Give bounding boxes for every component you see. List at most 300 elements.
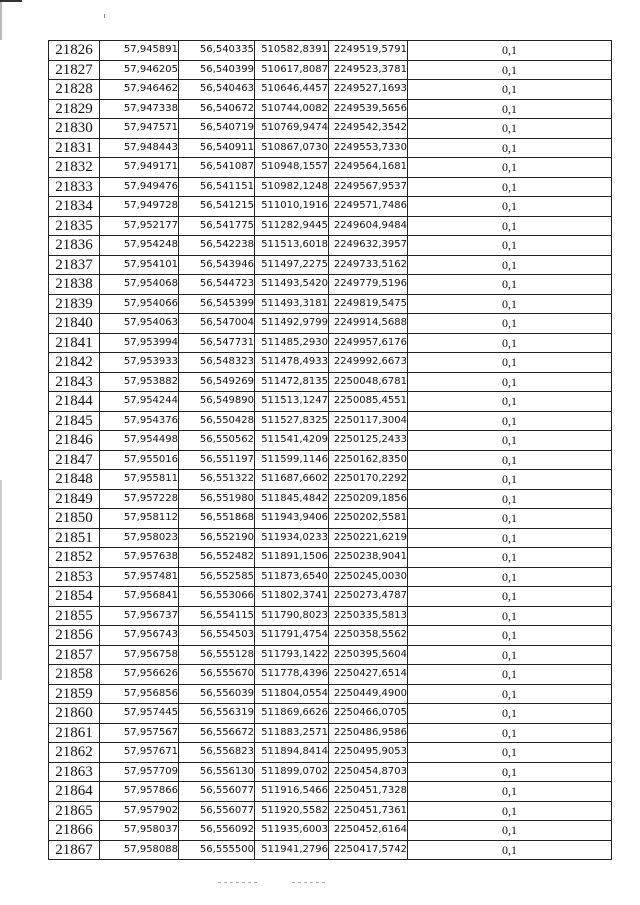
y-coordinate-cell: 2249604,9484 bbox=[329, 216, 408, 236]
point-number-cell: 21827 bbox=[49, 60, 100, 80]
longitude-cell: 56,551980 bbox=[179, 489, 255, 509]
point-number-cell: 21846 bbox=[49, 431, 100, 451]
y-coordinate-cell: 2250209,1856 bbox=[329, 489, 408, 509]
latitude-cell: 57,958088 bbox=[100, 840, 179, 860]
point-number-cell: 21836 bbox=[49, 236, 100, 256]
point-number-cell: 21834 bbox=[49, 197, 100, 217]
x-coordinate-cell: 511891,1506 bbox=[255, 548, 329, 568]
value-cell: 0,1 bbox=[408, 821, 612, 841]
value-cell: 0,1 bbox=[408, 197, 612, 217]
value-cell: 0,1 bbox=[408, 294, 612, 314]
value-cell: 0,1 bbox=[408, 840, 612, 860]
x-coordinate-cell: 511894,8414 bbox=[255, 743, 329, 763]
latitude-cell: 57,949728 bbox=[100, 197, 179, 217]
value-cell: 0,1 bbox=[408, 372, 612, 392]
point-number-cell: 21828 bbox=[49, 80, 100, 100]
point-number-cell: 21829 bbox=[49, 99, 100, 119]
value-cell: 0,1 bbox=[408, 60, 612, 80]
y-coordinate-cell: 2250238,9041 bbox=[329, 548, 408, 568]
point-number-cell: 21852 bbox=[49, 548, 100, 568]
longitude-cell: 56,556077 bbox=[179, 801, 255, 821]
point-number-cell: 21860 bbox=[49, 704, 100, 724]
value-cell: 0,1 bbox=[408, 684, 612, 704]
table-row bbox=[49, 392, 612, 412]
page-edge-mark bbox=[0, 0, 2, 905]
table-row bbox=[49, 80, 612, 100]
x-coordinate-cell: 511804,0554 bbox=[255, 684, 329, 704]
table-row bbox=[49, 99, 612, 119]
point-number-cell: 21866 bbox=[49, 821, 100, 841]
longitude-cell: 56,551322 bbox=[179, 470, 255, 490]
coordinates-table-body bbox=[49, 41, 612, 860]
latitude-cell: 57,957709 bbox=[100, 762, 179, 782]
x-coordinate-cell: 511599,1146 bbox=[255, 450, 329, 470]
x-coordinate-cell: 511493,5420 bbox=[255, 275, 329, 295]
y-coordinate-cell: 2249992,6673 bbox=[329, 353, 408, 373]
point-number-cell: 21847 bbox=[49, 450, 100, 470]
x-coordinate-cell: 511873,6540 bbox=[255, 567, 329, 587]
latitude-cell: 57,953933 bbox=[100, 353, 179, 373]
latitude-cell: 57,957866 bbox=[100, 782, 179, 802]
point-number-cell: 21833 bbox=[49, 177, 100, 197]
latitude-cell: 57,957671 bbox=[100, 743, 179, 763]
point-number-cell: 21830 bbox=[49, 119, 100, 139]
point-number-cell: 21853 bbox=[49, 567, 100, 587]
value-cell: 0,1 bbox=[408, 177, 612, 197]
x-coordinate-cell: 510948,1557 bbox=[255, 158, 329, 178]
latitude-cell: 57,958112 bbox=[100, 509, 179, 529]
y-coordinate-cell: 2249632,3957 bbox=[329, 236, 408, 256]
longitude-cell: 56,556130 bbox=[179, 762, 255, 782]
x-coordinate-cell: 510769,9474 bbox=[255, 119, 329, 139]
value-cell: 0,1 bbox=[408, 255, 612, 275]
value-cell: 0,1 bbox=[408, 119, 612, 139]
longitude-cell: 56,540911 bbox=[179, 138, 255, 158]
latitude-cell: 57,957228 bbox=[100, 489, 179, 509]
table-row bbox=[49, 275, 612, 295]
point-number-cell: 21867 bbox=[49, 840, 100, 860]
table-row bbox=[49, 119, 612, 139]
table-row bbox=[49, 704, 612, 724]
value-cell: 0,1 bbox=[408, 333, 612, 353]
x-coordinate-cell: 511687,6602 bbox=[255, 470, 329, 490]
latitude-cell: 57,956841 bbox=[100, 587, 179, 607]
x-coordinate-cell: 511883,2571 bbox=[255, 723, 329, 743]
x-coordinate-cell: 511497,2275 bbox=[255, 255, 329, 275]
y-coordinate-cell: 2249539,5656 bbox=[329, 99, 408, 119]
value-cell: 0,1 bbox=[408, 528, 612, 548]
longitude-cell: 56,541775 bbox=[179, 216, 255, 236]
table-row bbox=[49, 723, 612, 743]
x-coordinate-cell: 511010,1916 bbox=[255, 197, 329, 217]
latitude-cell: 57,953882 bbox=[100, 372, 179, 392]
latitude-cell: 57,954248 bbox=[100, 236, 179, 256]
table-row bbox=[49, 470, 612, 490]
point-number-cell: 21855 bbox=[49, 606, 100, 626]
value-cell: 0,1 bbox=[408, 606, 612, 626]
longitude-cell: 56,544723 bbox=[179, 275, 255, 295]
table-row bbox=[49, 372, 612, 392]
y-coordinate-cell: 2250449,4900 bbox=[329, 684, 408, 704]
table-row bbox=[49, 587, 612, 607]
point-number-cell: 21857 bbox=[49, 645, 100, 665]
longitude-cell: 56,540399 bbox=[179, 60, 255, 80]
longitude-cell: 56,549269 bbox=[179, 372, 255, 392]
y-coordinate-cell: 2250466,0705 bbox=[329, 704, 408, 724]
value-cell: 0,1 bbox=[408, 743, 612, 763]
x-coordinate-cell: 511492,9799 bbox=[255, 314, 329, 334]
longitude-cell: 56,547004 bbox=[179, 314, 255, 334]
table-row bbox=[49, 684, 612, 704]
value-cell: 0,1 bbox=[408, 216, 612, 236]
value-cell: 0,1 bbox=[408, 470, 612, 490]
latitude-cell: 57,949171 bbox=[100, 158, 179, 178]
table-row bbox=[49, 333, 612, 353]
value-cell: 0,1 bbox=[408, 548, 612, 568]
x-coordinate-cell: 510744,0082 bbox=[255, 99, 329, 119]
latitude-cell: 57,957445 bbox=[100, 704, 179, 724]
table-row bbox=[49, 314, 612, 334]
x-coordinate-cell: 510646,4457 bbox=[255, 80, 329, 100]
point-number-cell: 21849 bbox=[49, 489, 100, 509]
latitude-cell: 57,957638 bbox=[100, 548, 179, 568]
point-number-cell: 21856 bbox=[49, 626, 100, 646]
x-coordinate-cell: 511541,4209 bbox=[255, 431, 329, 451]
longitude-cell: 56,552482 bbox=[179, 548, 255, 568]
latitude-cell: 57,956737 bbox=[100, 606, 179, 626]
table-row bbox=[49, 158, 612, 178]
table-row bbox=[49, 138, 612, 158]
x-coordinate-cell: 511899,0702 bbox=[255, 762, 329, 782]
x-coordinate-cell: 511493,3181 bbox=[255, 294, 329, 314]
point-number-cell: 21832 bbox=[49, 158, 100, 178]
value-cell: 0,1 bbox=[408, 450, 612, 470]
point-number-cell: 21851 bbox=[49, 528, 100, 548]
x-coordinate-cell: 510867,0730 bbox=[255, 138, 329, 158]
point-number-cell: 21835 bbox=[49, 216, 100, 236]
latitude-cell: 57,953994 bbox=[100, 333, 179, 353]
point-number-cell: 21848 bbox=[49, 470, 100, 490]
latitude-cell: 57,945891 bbox=[100, 41, 179, 61]
latitude-cell: 57,954068 bbox=[100, 275, 179, 295]
longitude-cell: 56,545399 bbox=[179, 294, 255, 314]
y-coordinate-cell: 2250452,6164 bbox=[329, 821, 408, 841]
latitude-cell: 57,958037 bbox=[100, 821, 179, 841]
value-cell: 0,1 bbox=[408, 99, 612, 119]
longitude-cell: 56,541151 bbox=[179, 177, 255, 197]
table-row bbox=[49, 353, 612, 373]
latitude-cell: 57,954376 bbox=[100, 411, 179, 431]
table-row bbox=[49, 177, 612, 197]
longitude-cell: 56,550562 bbox=[179, 431, 255, 451]
table-row bbox=[49, 548, 612, 568]
value-cell: 0,1 bbox=[408, 723, 612, 743]
x-coordinate-cell: 510582,8391 bbox=[255, 41, 329, 61]
longitude-cell: 56,540463 bbox=[179, 80, 255, 100]
x-coordinate-cell: 511845,4842 bbox=[255, 489, 329, 509]
longitude-cell: 56,555670 bbox=[179, 665, 255, 685]
y-coordinate-cell: 2250125,2433 bbox=[329, 431, 408, 451]
y-coordinate-cell: 2249819,5475 bbox=[329, 294, 408, 314]
x-coordinate-cell: 511527,8325 bbox=[255, 411, 329, 431]
longitude-cell: 56,549890 bbox=[179, 392, 255, 412]
longitude-cell: 56,551868 bbox=[179, 509, 255, 529]
latitude-cell: 57,956743 bbox=[100, 626, 179, 646]
latitude-cell: 57,955016 bbox=[100, 450, 179, 470]
top-scan-mark bbox=[104, 14, 105, 18]
value-cell: 0,1 bbox=[408, 41, 612, 61]
y-coordinate-cell: 2249553,7330 bbox=[329, 138, 408, 158]
value-cell: 0,1 bbox=[408, 314, 612, 334]
table-row bbox=[49, 60, 612, 80]
latitude-cell: 57,955811 bbox=[100, 470, 179, 490]
longitude-cell: 56,556672 bbox=[179, 723, 255, 743]
table-row bbox=[49, 450, 612, 470]
table-row bbox=[49, 197, 612, 217]
table-row bbox=[49, 216, 612, 236]
longitude-cell: 56,556823 bbox=[179, 743, 255, 763]
value-cell: 0,1 bbox=[408, 782, 612, 802]
longitude-cell: 56,556077 bbox=[179, 782, 255, 802]
longitude-cell: 56,555128 bbox=[179, 645, 255, 665]
y-coordinate-cell: 2250202,5581 bbox=[329, 509, 408, 529]
value-cell: 0,1 bbox=[408, 236, 612, 256]
table-row bbox=[49, 821, 612, 841]
longitude-cell: 56,540335 bbox=[179, 41, 255, 61]
x-coordinate-cell: 511869,6626 bbox=[255, 704, 329, 724]
longitude-cell: 56,542238 bbox=[179, 236, 255, 256]
latitude-cell: 57,957567 bbox=[100, 723, 179, 743]
longitude-cell: 56,551197 bbox=[179, 450, 255, 470]
x-coordinate-cell: 511934,0233 bbox=[255, 528, 329, 548]
point-number-cell: 21838 bbox=[49, 275, 100, 295]
table-row bbox=[49, 665, 612, 685]
value-cell: 0,1 bbox=[408, 509, 612, 529]
table-row bbox=[49, 801, 612, 821]
point-number-cell: 21864 bbox=[49, 782, 100, 802]
longitude-cell: 56,540719 bbox=[179, 119, 255, 139]
y-coordinate-cell: 2249914,5688 bbox=[329, 314, 408, 334]
y-coordinate-cell: 2250427,6514 bbox=[329, 665, 408, 685]
x-coordinate-cell: 511943,9406 bbox=[255, 509, 329, 529]
y-coordinate-cell: 2250048,6781 bbox=[329, 372, 408, 392]
coordinates-table bbox=[48, 40, 612, 860]
longitude-cell: 56,556092 bbox=[179, 821, 255, 841]
table-row bbox=[49, 431, 612, 451]
longitude-cell: 56,548323 bbox=[179, 353, 255, 373]
table-row bbox=[49, 645, 612, 665]
y-coordinate-cell: 2249564,1681 bbox=[329, 158, 408, 178]
table-row bbox=[49, 606, 612, 626]
x-coordinate-cell: 511472,8135 bbox=[255, 372, 329, 392]
x-coordinate-cell: 511478,4933 bbox=[255, 353, 329, 373]
latitude-cell: 57,952177 bbox=[100, 216, 179, 236]
value-cell: 0,1 bbox=[408, 762, 612, 782]
x-coordinate-cell: 511485,2930 bbox=[255, 333, 329, 353]
latitude-cell: 57,956758 bbox=[100, 645, 179, 665]
table-row bbox=[49, 41, 612, 61]
point-number-cell: 21831 bbox=[49, 138, 100, 158]
longitude-cell: 56,550428 bbox=[179, 411, 255, 431]
y-coordinate-cell: 2250162,8350 bbox=[329, 450, 408, 470]
point-number-cell: 21826 bbox=[49, 41, 100, 61]
table-row bbox=[49, 762, 612, 782]
longitude-cell: 56,554503 bbox=[179, 626, 255, 646]
point-number-cell: 21865 bbox=[49, 801, 100, 821]
longitude-cell: 56,543946 bbox=[179, 255, 255, 275]
y-coordinate-cell: 2250335,5813 bbox=[329, 606, 408, 626]
top-edge-rule bbox=[0, 0, 22, 2]
y-coordinate-cell: 2250245,0030 bbox=[329, 567, 408, 587]
latitude-cell: 57,954066 bbox=[100, 294, 179, 314]
longitude-cell: 56,554115 bbox=[179, 606, 255, 626]
point-number-cell: 21861 bbox=[49, 723, 100, 743]
point-number-cell: 21845 bbox=[49, 411, 100, 431]
point-number-cell: 21854 bbox=[49, 587, 100, 607]
point-number-cell: 21863 bbox=[49, 762, 100, 782]
latitude-cell: 57,948443 bbox=[100, 138, 179, 158]
table-row bbox=[49, 489, 612, 509]
x-coordinate-cell: 511778,4396 bbox=[255, 665, 329, 685]
value-cell: 0,1 bbox=[408, 275, 612, 295]
bottom-scan-mark bbox=[292, 882, 326, 883]
y-coordinate-cell: 2250451,7361 bbox=[329, 801, 408, 821]
x-coordinate-cell: 511790,8023 bbox=[255, 606, 329, 626]
latitude-cell: 57,957481 bbox=[100, 567, 179, 587]
y-coordinate-cell: 2250454,8703 bbox=[329, 762, 408, 782]
value-cell: 0,1 bbox=[408, 392, 612, 412]
y-coordinate-cell: 2250495,9053 bbox=[329, 743, 408, 763]
x-coordinate-cell: 511282,9445 bbox=[255, 216, 329, 236]
y-coordinate-cell: 2250085,4551 bbox=[329, 392, 408, 412]
latitude-cell: 57,946205 bbox=[100, 60, 179, 80]
point-number-cell: 21843 bbox=[49, 372, 100, 392]
latitude-cell: 57,957902 bbox=[100, 801, 179, 821]
table-row bbox=[49, 294, 612, 314]
value-cell: 0,1 bbox=[408, 489, 612, 509]
table-row bbox=[49, 626, 612, 646]
latitude-cell: 57,956626 bbox=[100, 665, 179, 685]
table-row bbox=[49, 236, 612, 256]
x-coordinate-cell: 511802,3741 bbox=[255, 587, 329, 607]
x-coordinate-cell: 510982,1248 bbox=[255, 177, 329, 197]
table-row bbox=[49, 743, 612, 763]
table-row bbox=[49, 528, 612, 548]
value-cell: 0,1 bbox=[408, 138, 612, 158]
point-number-cell: 21859 bbox=[49, 684, 100, 704]
latitude-cell: 57,954101 bbox=[100, 255, 179, 275]
point-number-cell: 21858 bbox=[49, 665, 100, 685]
y-coordinate-cell: 2250395,5604 bbox=[329, 645, 408, 665]
value-cell: 0,1 bbox=[408, 567, 612, 587]
y-coordinate-cell: 2249567,9537 bbox=[329, 177, 408, 197]
value-cell: 0,1 bbox=[408, 645, 612, 665]
y-coordinate-cell: 2249523,3781 bbox=[329, 60, 408, 80]
longitude-cell: 56,556039 bbox=[179, 684, 255, 704]
latitude-cell: 57,958023 bbox=[100, 528, 179, 548]
point-number-cell: 21841 bbox=[49, 333, 100, 353]
x-coordinate-cell: 511920,5582 bbox=[255, 801, 329, 821]
longitude-cell: 56,541087 bbox=[179, 158, 255, 178]
table-row bbox=[49, 411, 612, 431]
latitude-cell: 57,954063 bbox=[100, 314, 179, 334]
longitude-cell: 56,552585 bbox=[179, 567, 255, 587]
y-coordinate-cell: 2250221,6219 bbox=[329, 528, 408, 548]
point-number-cell: 21839 bbox=[49, 294, 100, 314]
point-number-cell: 21862 bbox=[49, 743, 100, 763]
x-coordinate-cell: 511513,6018 bbox=[255, 236, 329, 256]
x-coordinate-cell: 510617,8087 bbox=[255, 60, 329, 80]
y-coordinate-cell: 2249957,6176 bbox=[329, 333, 408, 353]
latitude-cell: 57,949476 bbox=[100, 177, 179, 197]
point-number-cell: 21840 bbox=[49, 314, 100, 334]
y-coordinate-cell: 2250358,5562 bbox=[329, 626, 408, 646]
y-coordinate-cell: 2250117,3004 bbox=[329, 411, 408, 431]
latitude-cell: 57,956856 bbox=[100, 684, 179, 704]
value-cell: 0,1 bbox=[408, 411, 612, 431]
table-row bbox=[49, 509, 612, 529]
x-coordinate-cell: 511791,4754 bbox=[255, 626, 329, 646]
y-coordinate-cell: 2249527,1693 bbox=[329, 80, 408, 100]
y-coordinate-cell: 2249733,5162 bbox=[329, 255, 408, 275]
value-cell: 0,1 bbox=[408, 587, 612, 607]
point-number-cell: 21850 bbox=[49, 509, 100, 529]
y-coordinate-cell: 2250170,2292 bbox=[329, 470, 408, 490]
x-coordinate-cell: 511935,6003 bbox=[255, 821, 329, 841]
y-coordinate-cell: 2250273,4787 bbox=[329, 587, 408, 607]
value-cell: 0,1 bbox=[408, 353, 612, 373]
point-number-cell: 21842 bbox=[49, 353, 100, 373]
longitude-cell: 56,541215 bbox=[179, 197, 255, 217]
latitude-cell: 57,954244 bbox=[100, 392, 179, 412]
y-coordinate-cell: 2250451,7328 bbox=[329, 782, 408, 802]
longitude-cell: 56,553066 bbox=[179, 587, 255, 607]
value-cell: 0,1 bbox=[408, 431, 612, 451]
y-coordinate-cell: 2249571,7486 bbox=[329, 197, 408, 217]
longitude-cell: 56,540672 bbox=[179, 99, 255, 119]
y-coordinate-cell: 2249519,5791 bbox=[329, 41, 408, 61]
latitude-cell: 57,954498 bbox=[100, 431, 179, 451]
value-cell: 0,1 bbox=[408, 158, 612, 178]
value-cell: 0,1 bbox=[408, 80, 612, 100]
longitude-cell: 56,555500 bbox=[179, 840, 255, 860]
x-coordinate-cell: 511916,5466 bbox=[255, 782, 329, 802]
value-cell: 0,1 bbox=[408, 801, 612, 821]
value-cell: 0,1 bbox=[408, 704, 612, 724]
x-coordinate-cell: 511941,2796 bbox=[255, 840, 329, 860]
longitude-cell: 56,552190 bbox=[179, 528, 255, 548]
x-coordinate-cell: 511513,1247 bbox=[255, 392, 329, 412]
longitude-cell: 56,556319 bbox=[179, 704, 255, 724]
point-number-cell: 21844 bbox=[49, 392, 100, 412]
value-cell: 0,1 bbox=[408, 626, 612, 646]
bottom-scan-mark bbox=[218, 882, 258, 883]
table-row bbox=[49, 782, 612, 802]
value-cell: 0,1 bbox=[408, 665, 612, 685]
longitude-cell: 56,547731 bbox=[179, 333, 255, 353]
y-coordinate-cell: 2249779,5196 bbox=[329, 275, 408, 295]
table-row bbox=[49, 567, 612, 587]
point-number-cell: 21837 bbox=[49, 255, 100, 275]
y-coordinate-cell: 2250486,9586 bbox=[329, 723, 408, 743]
latitude-cell: 57,947571 bbox=[100, 119, 179, 139]
x-coordinate-cell: 511793,1422 bbox=[255, 645, 329, 665]
y-coordinate-cell: 2250417,5742 bbox=[329, 840, 408, 860]
latitude-cell: 57,947338 bbox=[100, 99, 179, 119]
table-row bbox=[49, 840, 612, 860]
latitude-cell: 57,946462 bbox=[100, 80, 179, 100]
table-row bbox=[49, 255, 612, 275]
